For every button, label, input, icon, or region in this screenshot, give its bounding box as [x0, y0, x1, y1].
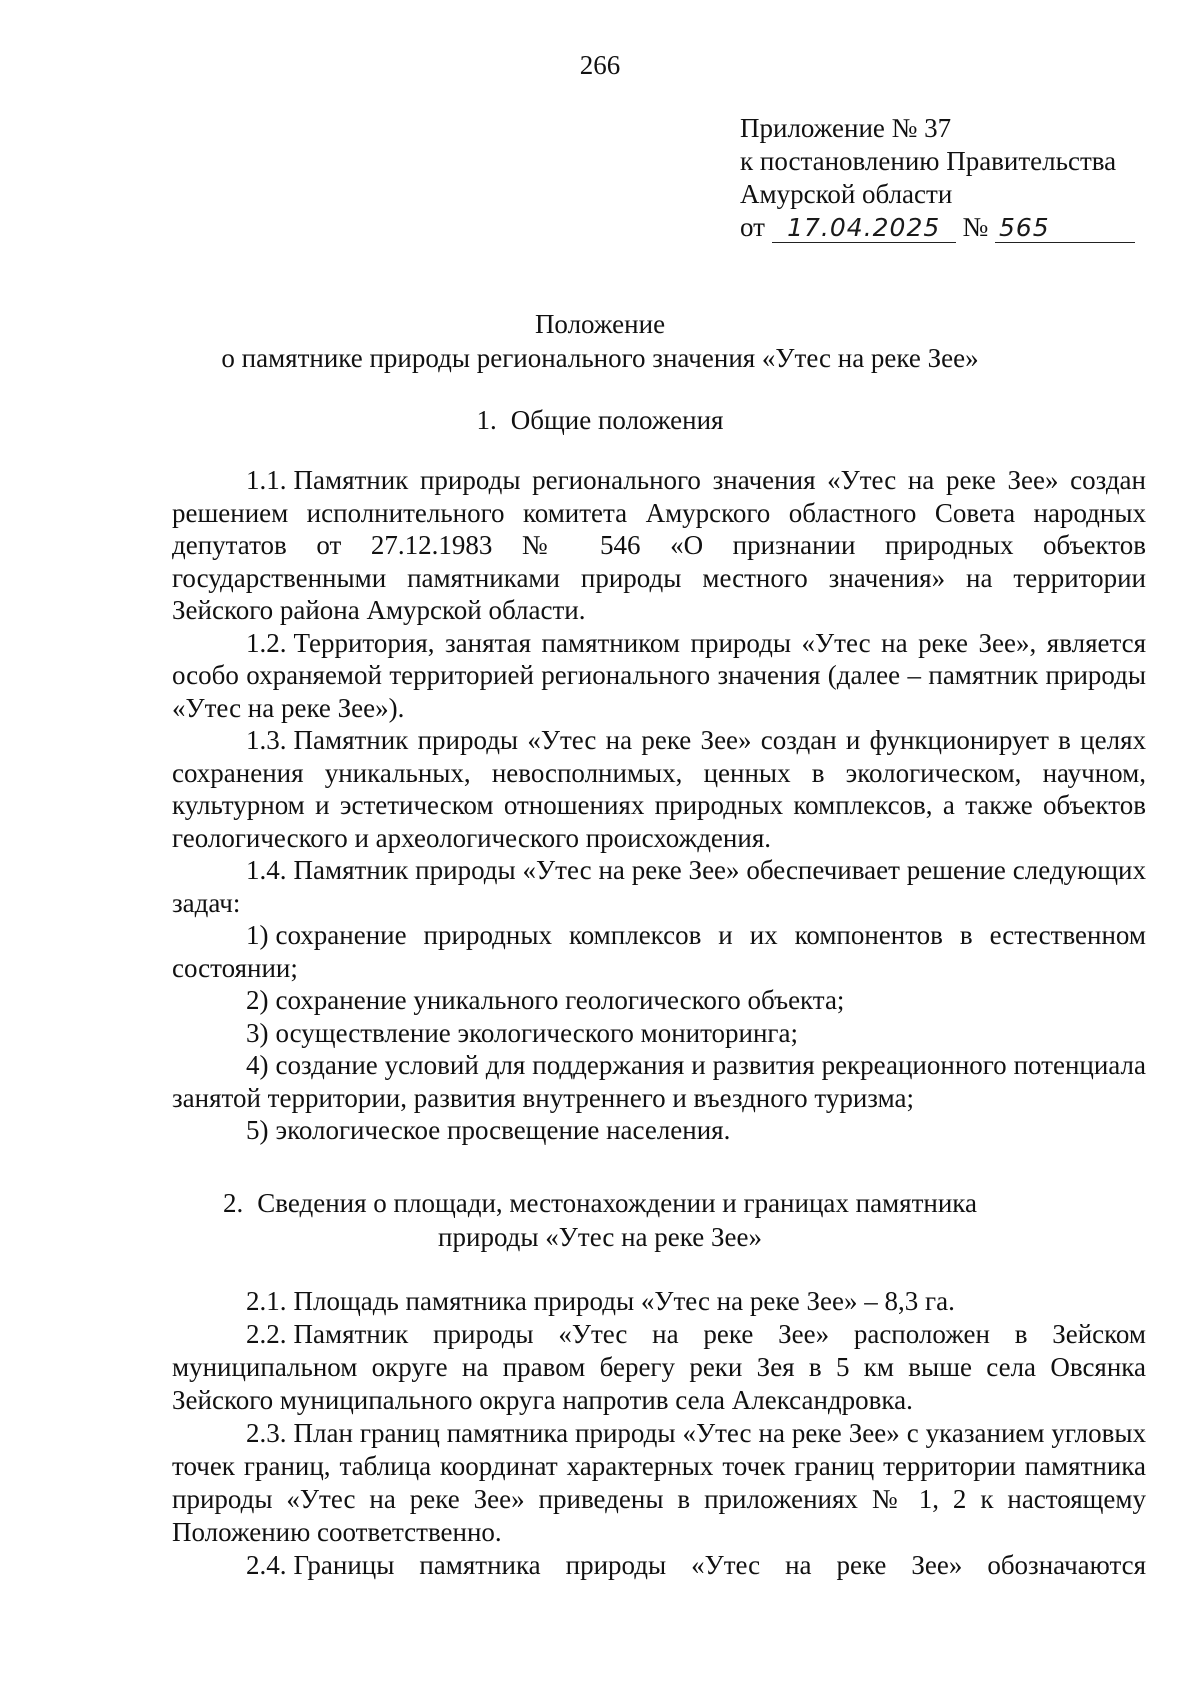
appendix-line-3: Амурской области [740, 179, 953, 209]
section-1-heading [0, 403, 1200, 437]
list-item-number: 2) [246, 985, 269, 1015]
handwritten-date: 17.04.2025 [772, 214, 956, 243]
paragraph-text: Памятник природы «Утес на реке Зее» расположен в Зейском муниципальном округе на правом берегу реки Зея в 5 км выше села Овсянка Зейского муниципального округа напротив села Александровка. [172, 1319, 1146, 1415]
list-item-text: осуществление экологического мониторинга; [275, 1017, 798, 1048]
section-2-number: 2. [223, 1188, 244, 1218]
list-item-1 [172, 919, 1146, 984]
paragraph-text: Памятник природы регионального значения «Утес на реке Зее» создан решением исполнительного комитета Амурского областного Совета народных депутатов от 27.12.1983 № 546 «О признании природных объектов государственными памятниками природы местного значения» на территории Зейского района Амурской области. [172, 465, 1146, 625]
list-item-3 [172, 1017, 1146, 1050]
list-item-number: 3) [246, 1017, 269, 1048]
title-line-1: Положение [534, 309, 666, 339]
handwritten-number: 565 [995, 214, 1135, 243]
document-title [0, 307, 1200, 375]
paragraph-2-4 [172, 1549, 1146, 1582]
paragraph-text: План границ памятника природы «Утес на реке Зее» с указанием угловых точек границ, таблица координат характерных точек границ территории памятника природы «Утес на реке Зее» приведены в приложениях № 1, 2 к настоящему Положению соответственно. [172, 1418, 1146, 1547]
from-label: от [740, 212, 765, 242]
paragraph-number: 2.2. [246, 1319, 287, 1349]
paragraph-1-1 [172, 464, 1146, 627]
paragraph-number: 2.3. [246, 1418, 287, 1448]
paragraph-2-1 [172, 1285, 1146, 1318]
list-item-text: экологическое просвещение населения. [275, 1115, 731, 1145]
appendix-header [740, 112, 1160, 244]
section-1-number: 1. [476, 405, 497, 435]
list-item-text: создание условий для поддержания и развития рекреационного потенциала занятой территории, развития внутреннего и въездного туризма; [172, 1050, 1146, 1113]
list-item-text: сохранение природных комплексов и их компонентов в естественном состоянии; [172, 920, 1146, 983]
list-item-5 [172, 1114, 1146, 1147]
paragraph-2-2 [172, 1318, 1146, 1417]
paragraph-1-4 [172, 854, 1146, 919]
paragraph-1-2 [172, 627, 1146, 725]
number-label: № [962, 212, 989, 242]
paragraph-number: 1.1. [246, 465, 287, 495]
paragraph-text: Площадь памятника природы «Утес на реке Зее» – 8,3 га. [293, 1286, 955, 1316]
list-item-text: сохранение уникального геологического объекта; [275, 985, 845, 1015]
list-item-number: 5) [246, 1115, 269, 1145]
section-1-title: Общие положения [510, 405, 724, 435]
paragraph-1-3 [172, 724, 1146, 854]
section-2-body [172, 1285, 1146, 1582]
paragraph-text: Территория, занятая памятником природы «Утес на реке Зее», является особо охраняемой территорией регионального значения (далее – памятник природы «Утес на реке Зее»). [172, 627, 1146, 723]
section-2-title-line-2: природы «Утес на реке Зее» [438, 1222, 762, 1252]
title-line-2: о памятнике природы регионального значения «Утес на реке Зее» [221, 343, 979, 373]
paragraph-number: 1.2. [246, 627, 287, 658]
list-item-number: 4) [246, 1050, 269, 1080]
section-2-heading-line-1 [0, 1186, 1200, 1220]
section-1-body [172, 464, 1146, 1147]
paragraph-number: 1.3. [246, 725, 287, 755]
paragraph-number: 2.1. [246, 1286, 287, 1316]
section-2-heading [0, 1186, 1200, 1254]
section-2-title-line-1: Сведения о площади, местонахождении и границах памятника [257, 1188, 977, 1218]
paragraph-number: 2.4. [246, 1550, 287, 1580]
paragraph-number: 1.4. [246, 855, 287, 885]
paragraph-2-3 [172, 1417, 1146, 1549]
appendix-line-1: Приложение № 37 [740, 113, 952, 143]
list-item-4 [172, 1049, 1146, 1114]
page-number: 266 [579, 50, 621, 80]
paragraph-text: Памятник природы «Утес на реке Зее» обеспечивает решение следующих задач: [172, 855, 1146, 918]
appendix-line-2: к постановлению Правительства [740, 146, 1117, 176]
appendix-date-number-line [740, 211, 1160, 244]
paragraph-text: Памятник природы «Утес на реке Зее» создан и функционирует в целях сохранения уникальных, невосполнимых, ценных в экологическом, научном, культурном и эстетическом отношениях природных комплексов, а также объектов геологического и археологического происхождения. [172, 725, 1146, 853]
paragraph-text: Границы памятника природы «Утес на реке Зее» обозначаются [293, 1550, 1146, 1580]
list-item-number: 1) [246, 920, 269, 950]
list-item-2 [172, 984, 1146, 1017]
